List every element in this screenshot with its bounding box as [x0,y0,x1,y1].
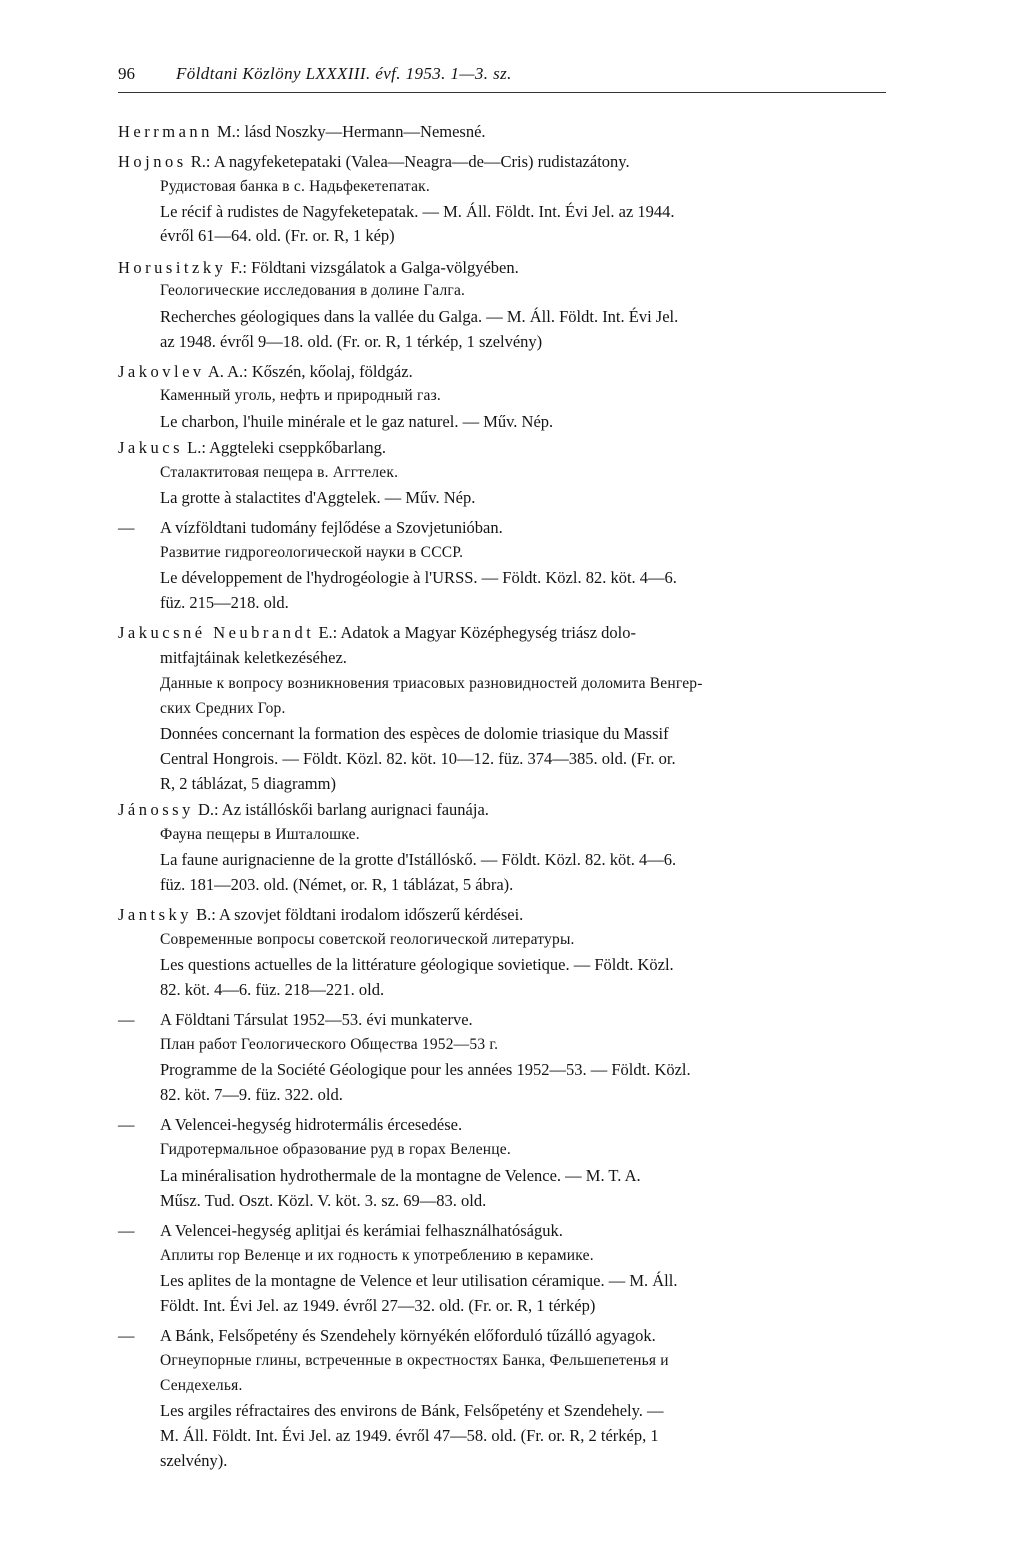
line-text: Гидротермальное образование руд в горах Веленце. [160,1141,511,1158]
bibliography-line [160,488,475,508]
line-text: Les questions actuelles de la littérature géologique sovietique. — Földt. Közl. [160,955,674,974]
line-text: La minéralisation hydrothermale de la montagne de Velence. — M. T. A. [160,1166,641,1185]
bibliography-line [118,623,636,643]
line-text: Műsz. Tud. Oszt. Közl. V. köt. 3. sz. 69—83. old. [160,1191,487,1210]
author-name: Herrmann [118,122,213,141]
line-text: A vízföldtani tudomány fejlődése a Szovjetunióban. [160,518,503,537]
running-title: Földtani Közlöny LXXXIII. évf. 1953. 1—3. sz. [176,64,512,83]
line-text: E.: Adatok a Magyar Középhegység triász dolo- [314,623,636,642]
line-text: füz. 181—203. old. (Német, or. R, 1 táblázat, 5 ábra). [160,875,514,894]
bibliography-line [160,568,677,588]
page-number: 96 [118,64,135,83]
bibliography-line [118,122,486,142]
line-text: Сталактитовая пещера в. Аггтелек. [160,464,399,481]
bibliography-line [160,202,675,222]
line-text: La faune aurignacienne de la grotte d'Istállóskő. — Földt. Közl. 82. köt. 4—6. [160,850,677,869]
bibliography-line [160,850,676,870]
bibliography-line [160,332,542,352]
author-name: Jakucs [118,438,183,457]
author-name: Hojnos [118,152,187,171]
line-text: Геологические исследования в долине Галга. [160,282,466,299]
line-text: A Velencei-hegység hidrotermális ércesedése. [160,1115,463,1134]
author-name: Jakucsné Neubrandt [118,623,315,642]
line-text: az 1948. évről 9—18. old. (Fr. or. R, 1 térkép, 1 szelvény) [160,332,543,351]
line-text: A Velencei-hegység aplitjai és kerámiai felhasználhatóságuk. [160,1221,563,1240]
bibliography-line [160,699,286,719]
bibliography-line [160,1401,664,1421]
line-text: mitfajtáinak keletkezéséhez. [160,648,347,667]
line-text: Огнеупорные глины, встреченные в окрестностях Банка, Фельшепетенья и [160,1352,669,1369]
line-text: évről 61—64. old. (Fr. or. R, 1 kép) [160,226,395,245]
bibliography-line [160,281,465,301]
line-text: Фауна пещеры в Ишталошке. [160,826,360,843]
bibliography-line [118,1115,463,1135]
line-text: Сендехелья. [160,1377,243,1394]
line-text: A Bánk, Felsőpetény és Szendehely környékén előforduló tűzálló agyagok. [160,1326,656,1345]
bibliography-line [160,1191,486,1211]
line-text: План работ Геологического Общества 1952—53 г. [160,1036,499,1053]
ditto-dash: — [118,1010,135,1029]
line-text: Данные к вопросу возникновения триасовых разновидностей доломита Венгер- [160,675,703,692]
line-text: Les aplites de la montagne de Velence et leur utilisation céramique. — M. Áll. [160,1271,678,1290]
line-text: L.: Aggteleki cseppkőbarlang. [183,438,386,457]
bibliography-line [160,1296,595,1316]
bibliography-line [118,1326,656,1346]
author-name: Jánossy [118,800,194,819]
line-text: Programme de la Société Géologique pour les années 1952—53. — Földt. Közl. [160,1060,691,1079]
line-text: A. A.: Kőszén, kőolaj, földgáz. [204,362,413,381]
line-text: F.: Földtani vizsgálatok a Galga-völgyében. [226,258,519,277]
bibliography-line [160,1426,659,1446]
author-name: Horusitzky [118,258,227,277]
bibliography-line [160,1246,594,1266]
ditto-dash: — [118,518,135,537]
line-text: Central Hongrois. — Földt. Közl. 82. köt. 10—12. füz. 374—385. old. (Fr. or. [160,749,676,768]
bibliography-line [118,800,489,820]
header-rule [118,92,886,93]
bibliography-line [160,648,347,668]
bibliography-line [160,386,441,406]
line-text: szelvény). [160,1451,228,1470]
line-text: 82. köt. 4—6. füz. 218—221. old. [160,980,385,999]
bibliography-line [160,463,398,483]
line-text: M. Áll. Földt. Int. Évi Jel. az 1949. évről 47—58. old. (Fr. or. R, 2 térkép, 1 [160,1426,659,1445]
bibliography-line [160,226,395,246]
bibliography-line [160,674,703,694]
line-text: R, 2 táblázat, 5 diagramm) [160,774,336,793]
author-name: Jantsky [118,905,192,924]
bibliography-line [118,1010,473,1030]
line-text: 82. köt. 7—9. füz. 322. old. [160,1085,343,1104]
ditto-dash: — [118,1115,135,1134]
bibliography-line [118,362,413,382]
line-text: Развитие гидрогеологической науки в СССР. [160,544,464,561]
bibliography-line [160,980,384,1000]
bibliography-line [160,1271,677,1291]
line-text: Современные вопросы советской геологической литературы. [160,931,575,948]
line-text: La grotte à stalactites d'Aggtelek. — Műv. Nép. [160,488,476,507]
bibliography-line [160,177,430,197]
line-text: R.: A nagyfeketepataki (Valea—Neagra—de—Cris) rudistazátony. [186,152,630,171]
line-text: B.: A szovjet földtani irodalom időszerű kérdései. [192,905,524,924]
line-text: D.: Az istállóskői barlang aurignaci faunája. [193,800,489,819]
line-text: Recherches géologiques dans la vallée du Galga. — M. Áll. Földt. Int. Évi Jel. [160,307,679,326]
bibliography-line [160,930,575,950]
bibliography-line [160,1140,511,1160]
bibliography-line [118,258,519,278]
bibliography-line [118,905,523,925]
line-text: A Földtani Társulat 1952—53. évi munkaterve. [160,1010,473,1029]
bibliography-line [118,438,386,458]
bibliography-line [160,1166,641,1186]
line-text: Le développement de l'hydrogéologie à l'URSS. — Földt. Közl. 82. köt. 4—6. [160,568,677,587]
line-text: ских Средних Гор. [160,700,286,717]
bibliography-line [118,1221,563,1241]
bibliography-line [160,774,336,794]
bibliography-line [160,955,674,975]
bibliography-line [160,825,360,845]
bibliography-line [160,1035,498,1055]
bibliography-line [160,307,678,327]
bibliography-line [160,543,463,563]
bibliography-line [160,875,513,895]
ditto-dash: — [118,1326,135,1345]
line-text: Аплиты гор Веленце и их годность к употреблению в керамике. [160,1247,594,1264]
line-text: füz. 215—218. old. [160,593,289,612]
bibliography-line [160,1060,691,1080]
bibliography-line [160,724,669,744]
line-text: M.: lásd Noszky—Hermann—Nemesné. [212,122,486,141]
bibliography-line [160,1085,343,1105]
bibliography-line [160,749,676,769]
line-text: Каменный уголь, нефть и природный газ. [160,387,441,404]
line-text: Données concernant la formation des espèces de dolomie triasique du Massif [160,724,669,743]
bibliography-line [118,518,503,538]
bibliography-line [160,1451,227,1471]
author-name: Jakovlev [118,362,205,381]
page-header [118,64,512,84]
line-text: Le charbon, l'huile minérale et le gaz naturel. — Műv. Nép. [160,412,554,431]
line-text: Földt. Int. Évi Jel. az 1949. évről 27—32. old. (Fr. or. R, 1 térkép) [160,1296,596,1315]
bibliography-line [160,412,553,432]
bibliography-line [160,1351,669,1371]
line-text: Les argiles réfractaires des environs de Bánk, Felsőpetény et Szendehely. — [160,1401,664,1420]
bibliography-line [160,1376,243,1396]
line-text: Рудистовая банка в с. Надьфекетепатак. [160,178,430,195]
line-text: Le récif à rudistes de Nagyfeketepatak. — M. Áll. Földt. Int. Évi Jel. az 1944. [160,202,675,221]
bibliography-line [118,152,630,172]
bibliography-line [160,593,289,613]
ditto-dash: — [118,1221,135,1240]
